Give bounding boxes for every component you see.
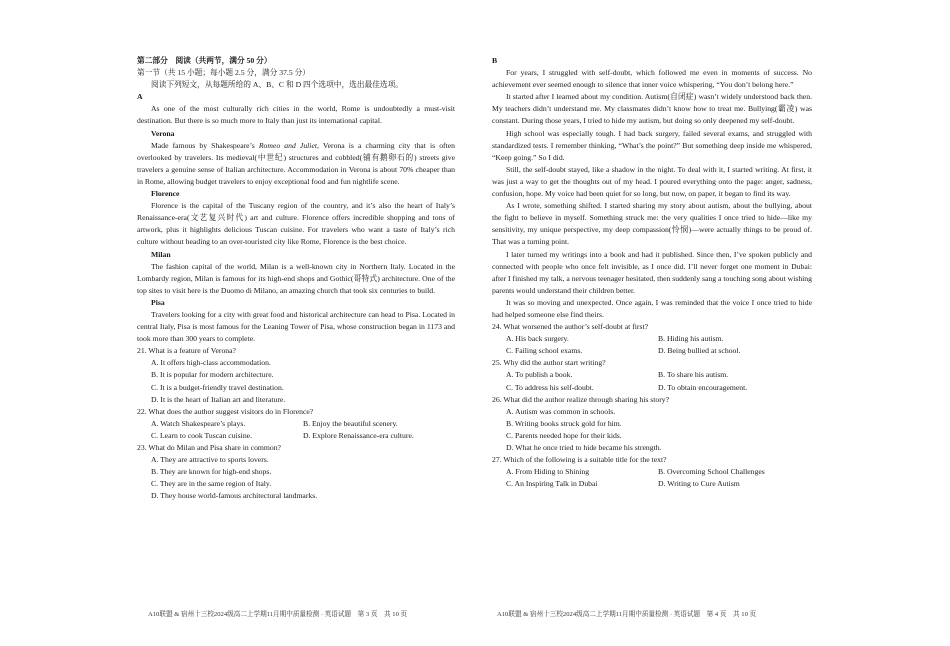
question-25: 25. Why did the author start writing?	[492, 358, 606, 368]
option-22c: C. Learn to cook Tuscan cuisine.	[151, 430, 252, 440]
option-26c: C. Parents needed hope for their kids.	[506, 430, 622, 440]
option-24c: C. Failing school exams.	[506, 346, 583, 356]
option-23d: D. They house world-famous architectural landmarks.	[151, 491, 318, 501]
option-26d: D. What he once tried to hide became his strength.	[506, 443, 662, 452]
option-25b: B. To share his autism.	[658, 370, 729, 380]
option-21b: B. It is popular for modern architecture.	[151, 370, 274, 380]
passage-b-p1: For years, I struggled with self-doubt, which followed me even in moments of success. No achievement ever seemed enough to silence that inner voice whispering, “You don’t belong here.”	[492, 68, 812, 90]
option-22a: A. Watch Shakespeare’s plays.	[151, 418, 246, 428]
options-25-row2	[492, 382, 812, 394]
option-26a: A. Autism was common in schools.	[506, 406, 616, 416]
pisa-heading: Pisa	[151, 297, 165, 307]
option-27b: B. Overcoming School Challenges	[658, 467, 765, 477]
option-24b: B. Hiding his autism.	[658, 334, 724, 344]
option-25a: A. To publish a book.	[506, 370, 573, 380]
page-4-column	[492, 55, 812, 490]
section-heading: 第一节（共 15 小题；每小题 2.5 分，满分 37.5 分）	[137, 68, 310, 78]
options-24-row1	[492, 333, 812, 345]
verona-paragraph	[137, 140, 455, 188]
passage-b-letter: B	[492, 56, 498, 65]
passage-b-p3: High school was especially tough. I had back surgery, failed several exams, and struggled with standardized tests. I remember thinking, “What’s the point?” But something deep inside me whispered, “Keep going.” So I did.	[492, 128, 812, 162]
option-27c: C. An Inspiring Talk in Dubai	[506, 479, 598, 489]
florence-heading: Florence	[151, 189, 180, 199]
question-27: 27. Which of the following is a suitable title for the text?	[492, 455, 667, 465]
option-24a: A. His back surgery.	[506, 334, 569, 344]
page-4-footer: A10联盟 & 宿州十三校2024级高二上学期11月期中质量检测 · 英语试题 第 4 页 共 10 页	[497, 611, 757, 618]
passage-b-p2: It started after I learned about my condition. Autism(自闭症) wasn’t widely understood back then. My teachers didn’t understand me. My classmates didn’t know how to treat me. Bullying(霸凌) was constant. During those years, I tried to hide my autism, but doing so only deepened my self-doubt.	[492, 92, 812, 126]
option-23a: A. They are attractive to sports lovers.	[151, 455, 269, 465]
milan-paragraph: The fashion capital of the world, Milan is a well-known city in Northern Italy. Located in the Lombardy region, Milan is famous for its high-end shops and Gothic(哥特式) architecture. One of the top sites to visit here is the Duomo di Milano, an amazing church that took six centuries to build.	[137, 261, 455, 295]
passage-b-p7: It was so moving and unexpected. Once again, I was reminded that the voice I once tried to hide had helped someone else find theirs.	[492, 297, 812, 319]
options-22-row1	[137, 418, 455, 430]
verona-heading: Verona	[151, 128, 175, 138]
passage-b-p4: Still, the self-doubt stayed, like a shadow in the night. To deal with it, I started writing. At first, it was just a way to get the thoughts out of my head. I poured everything onto the page: anger, sadness, confusion, hope. My voice had been quiet for so long, but now, on paper, it began to find its way.	[492, 164, 812, 199]
options-27-row2	[492, 478, 812, 490]
options-25-row1	[492, 369, 812, 381]
options-27-row1	[492, 466, 812, 478]
option-21d: D. It is the heart of Italian art and literature.	[151, 394, 286, 404]
passage-b-p6: I later turned my writings into a book and had it published. Since then, I’ve spoken publicly and connected with people who once felt invisible, as I once did. I’ll never forget one moment in Dubai: after I finished my talk, a nervous teenager hesitated, then suddenly sang a touching song about wishing parents would understand their children better.	[492, 249, 812, 295]
passage-b-p5: As I wrote, something shifted. I started sharing my story about autism, about the bullying, about the fight to believe in myself. Something struck me: the very qualities I once tried to hide—like my sensitivity, my unique perspective, my deep compassion(怜悯)—were actually things to be proud of. That was a turning point.	[492, 201, 812, 247]
option-21a: A. It offers high-class accommodation.	[151, 358, 271, 368]
option-23b: B. They are known for high-end shops.	[151, 467, 272, 477]
verona-text-post: , Verona is a charming city that is often overlooked by travelers. Its medieval(中世纪) structures and cobbled(铺有鹅卵石的) streets give travelers a genuine sense of Italian architecture. Accommodation in Verona is about 70% cheaper than in Rome, allowing budget travelers to enjoy exceptional food and fun nightlife scene.	[137, 140, 455, 186]
option-27d: D. Writing to Cure Autism	[658, 479, 740, 489]
milan-heading: Milan	[151, 249, 171, 259]
option-24d: D. Being bullied at school.	[658, 346, 741, 356]
option-23c: C. They are in the same region of Italy.	[151, 479, 272, 489]
question-24: 24. What worsened the author’s self-doubt at first?	[492, 322, 648, 332]
part-heading: 第二部分 阅读（共两节，满分 50 分）	[137, 56, 272, 65]
option-27a: A. From Hiding to Shining	[506, 467, 590, 477]
option-26b: B. Writing books struck gold for him.	[506, 418, 622, 428]
question-26: 26. What did the author realize through sharing his story?	[492, 394, 670, 404]
option-25d: D. To obtain encouragement.	[658, 382, 748, 392]
option-22d: D. Explore Renaissance-era culture.	[303, 430, 414, 440]
question-21: 21. What is a feature of Verona?	[137, 346, 236, 356]
verona-text-pre: Made famous by Shakespeare’s	[151, 140, 259, 150]
passage-a-intro: As one of the most culturally rich cities in the world, Rome is undoubtedly a must-visit destination. But there is so much more to Italy than just its international capital.	[137, 104, 455, 126]
option-21c: C. It is a budget-friendly travel destination.	[151, 382, 284, 392]
question-22: 22. What does the author suggest visitors do in Florence?	[137, 406, 314, 416]
passage-a-letter: A	[137, 92, 143, 102]
page-3-column	[137, 55, 455, 502]
page-3-footer: A10联盟 & 宿州十三校2024级高二上学期11月期中质量检测 · 英语试题 第 3 页 共 10 页	[148, 611, 408, 618]
verona-text-title: Romeo and Juliet	[258, 140, 317, 150]
question-23: 23. What do Milan and Pisa share in common?	[137, 443, 281, 452]
option-25c: C. To address his self-doubt.	[506, 382, 594, 392]
options-22-row2	[137, 430, 455, 442]
florence-paragraph: Florence is the capital of the Tuscany region of the country, and it’s also the heart of Italy’s Renaissance-era(文艺复兴时代) art and culture. Florence offers incredible shopping and tons of artwork, plus it highlights delicious Tuscan cuisine. For travelers who want a taste of Italy’s rich culture without heading to an over-touristed city like Rome, Florence is the best choice.	[137, 201, 455, 247]
options-24-row2	[492, 345, 812, 357]
page-4	[475, 0, 950, 646]
instruction: 阅读下列短文，从每题所给的 A、B、C 和 D 四个选项中，选出最佳选项。	[151, 80, 403, 90]
option-22b: B. Enjoy the beautiful scenery.	[303, 418, 398, 428]
pisa-paragraph: Travelers looking for a city with great food and historical architecture can head to Pisa. Located in central Italy, Pisa is most famous for the Leaning Tower of Pisa, whose construction began in 1173 and took more than 300 years to complete.	[137, 309, 455, 344]
